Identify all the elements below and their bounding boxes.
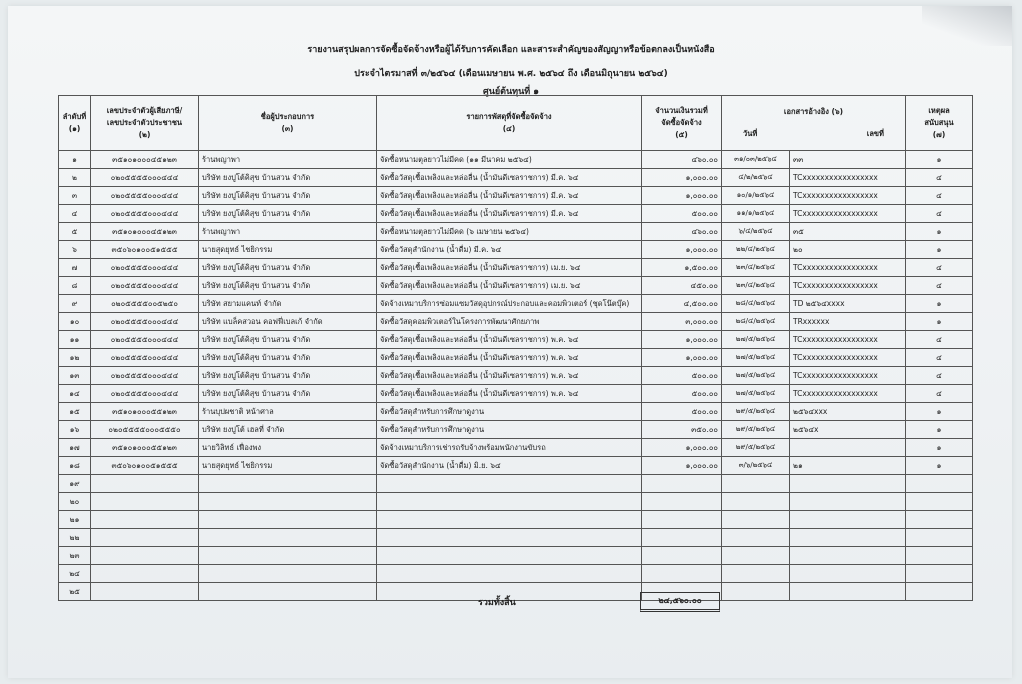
row-seq: ๒๒ xyxy=(59,529,91,547)
row-reason: ๑ xyxy=(906,295,973,313)
row-seq: ๑๓ xyxy=(59,367,91,385)
row-date xyxy=(722,547,790,565)
row-date: ๒๘/๔/๒๕๖๔ xyxy=(722,313,790,331)
row-vendor: บริษัท ยงปูโต้คิสุข บ้านสวน จำกัด xyxy=(199,169,377,187)
row-vendor xyxy=(199,565,377,583)
row-date xyxy=(722,475,790,493)
row-vendor: บริษัท ยงปูโต้ เฮลที่ จำกัด xyxy=(199,421,377,439)
row-item: จัดจ้างเหมาบริการเช่ารถรับจ้างพร้อมพนักงานขับรถ xyxy=(377,439,642,457)
row-ref-no: TCxxxxxxxxxxxxxxxxx xyxy=(790,367,906,385)
row-seq: ๓ xyxy=(59,187,91,205)
row-item: จัดซื้อหนามตุลยาวไม่มีคด (๑๑ มีนาคม ๒๕๖๔) xyxy=(377,151,642,169)
row-seq: ๒๐ xyxy=(59,493,91,511)
row-vendor xyxy=(199,475,377,493)
header-vendor: ชื่อผู้ประกอบการ (๓) xyxy=(199,96,377,151)
row-seq: ๒๓ xyxy=(59,547,91,565)
row-taxid xyxy=(91,547,199,565)
row-taxid: ๐๒๐๕๕๕๕๐๐๐๔๔๔ xyxy=(91,169,199,187)
row-ref-no: TRxxxxxx xyxy=(790,313,906,331)
row-ref-no xyxy=(790,529,906,547)
row-ref-no: TCxxxxxxxxxxxxxxxxx xyxy=(790,331,906,349)
row-amount: ๑,๐๐๐.๐๐ xyxy=(642,187,722,205)
row-seq: ๑๔ xyxy=(59,385,91,403)
row-taxid xyxy=(91,511,199,529)
row-seq: ๑๐ xyxy=(59,313,91,331)
row-taxid xyxy=(91,565,199,583)
row-seq: ๖ xyxy=(59,241,91,259)
row-taxid: ๐๒๐๕๕๕๕๐๐๐๔๔๔ xyxy=(91,331,199,349)
row-reason: ๑ xyxy=(906,403,973,421)
row-item: จัดซื้อวัสดุสำหรับการศึกษาดูงาน xyxy=(377,421,642,439)
row-ref-no: ๓๓ xyxy=(790,151,906,169)
row-ref-no: ๒๑ xyxy=(790,457,906,475)
row-seq: ๒๕ xyxy=(59,583,91,601)
table-row xyxy=(59,457,973,475)
row-item: จัดซื้อวัสดุสำหรับการศึกษาดูงาน xyxy=(377,403,642,421)
row-item: จัดซื้อวัสดุสำนักงาน (น้ำดื่ม) มิ.ย. ๖๔ xyxy=(377,457,642,475)
row-seq: ๒๔ xyxy=(59,565,91,583)
row-date: ๒๒/๔/๒๕๖๔ xyxy=(722,241,790,259)
row-amount: ๕๐๐.๐๐ xyxy=(642,367,722,385)
row-date xyxy=(722,493,790,511)
row-ref-no xyxy=(790,493,906,511)
row-reason: ๑ xyxy=(906,313,973,331)
table-row xyxy=(59,403,973,421)
row-date: ๒๙/๕/๒๕๖๔ xyxy=(722,439,790,457)
row-taxid xyxy=(91,529,199,547)
row-reason: ๑ xyxy=(906,439,973,457)
report-title: รายงานสรุปผลการจัดซื้อจัดจ้างหรือผู้ได้รับการคัดเลือก และสาระสำคัญของสัญญาหรือข้อตกลงเป็นหนังสือ xyxy=(307,45,715,55)
row-item: จัดซื้อวัสดุเชื้อเพลิงและหล่อลื่น (น้ำมันดีเซลราชการ) พ.ค. ๖๔ xyxy=(377,331,642,349)
row-taxid: ๓๕๑๐๑๐๐๐๕๕๑๒๓ xyxy=(91,403,199,421)
row-amount: ๑,๐๐๐.๐๐ xyxy=(642,439,722,457)
row-vendor: บริษัท ยงปูโต้คิสุข บ้านสวน จำกัด xyxy=(199,385,377,403)
row-vendor: ร้านพญาพา xyxy=(199,151,377,169)
row-ref-no: TCxxxxxxxxxxxxxxxxx xyxy=(790,385,906,403)
row-reason xyxy=(906,565,973,583)
row-vendor xyxy=(199,529,377,547)
header-amount: จำนวนเงินรวมที่ จัดซื้อจัดจ้าง (๕) xyxy=(642,96,722,151)
table-row xyxy=(59,205,973,223)
row-date xyxy=(722,565,790,583)
row-taxid xyxy=(91,475,199,493)
row-seq: ๒ xyxy=(59,169,91,187)
report-period: ประจำไตรมาสที่ ๓/๒๕๖๔ (เดือนเมษายน พ.ศ. ๒๕๖๔ ถึง เดือนมิถุนายน ๒๕๖๔) xyxy=(354,69,668,79)
row-taxid: ๐๒๐๕๕๕๕๐๐๐๔๔๔ xyxy=(91,385,199,403)
row-item xyxy=(377,493,642,511)
row-item: จัดซื้อวัสดุเชื้อเพลิงและหล่อลื่น (น้ำมันดีเซลราชการ) เม.ย. ๖๔ xyxy=(377,277,642,295)
row-reason: ๔ xyxy=(906,259,973,277)
row-amount: ๔,๕๐๐.๐๐ xyxy=(642,295,722,313)
row-seq: ๑๙ xyxy=(59,475,91,493)
row-reason: ๑ xyxy=(906,151,973,169)
row-date: ๑๐/๑/๒๕๖๔ xyxy=(722,187,790,205)
row-item: จัดซื้อวัสดุเชื้อเพลิงและหล่อลื่น (น้ำมันดีเซลราชการ) พ.ค. ๖๔ xyxy=(377,367,642,385)
row-item: จัดซื้อวัสดุเชื้อเพลิงและหล่อลื่น (น้ำมันดีเซลราชการ) เม.ย. ๖๔ xyxy=(377,259,642,277)
row-seq: ๗ xyxy=(59,259,91,277)
row-seq: ๑๕ xyxy=(59,403,91,421)
row-amount: ๑,๐๐๐.๐๐ xyxy=(642,241,722,259)
header-reference xyxy=(722,96,906,151)
row-reason xyxy=(906,547,973,565)
row-reason: ๔ xyxy=(906,331,973,349)
row-vendor xyxy=(199,493,377,511)
row-reason: ๔ xyxy=(906,169,973,187)
table-row xyxy=(59,223,973,241)
row-vendor: บริษัท ยงปูโต้คิสุข บ้านสวน จำกัด xyxy=(199,349,377,367)
row-taxid: ๐๒๐๕๕๕๕๐๐๐๕๕๕๐ xyxy=(91,421,199,439)
row-taxid: ๓๕๑๐๑๐๐๐๕๕๑๒๓ xyxy=(91,439,199,457)
total-value: ๒๔,๕๖๐.๐๐ xyxy=(640,592,720,612)
row-amount: ๕๐๐.๐๐ xyxy=(642,205,722,223)
row-ref-no: ๒๐ xyxy=(790,241,906,259)
row-amount: ๑,๐๐๐.๐๐ xyxy=(642,331,722,349)
row-item: จัดจ้างเหมาบริการซ่อมแซมวัสดุอุปกรณ์ประกอบและคอมพิวเตอร์ (ชุดโน๊ตบุ๊ค) xyxy=(377,295,642,313)
row-taxid: ๐๒๐๕๕๕๕๐๐๐๔๔๔ xyxy=(91,205,199,223)
row-seq: ๑๒ xyxy=(59,349,91,367)
row-ref-no: TCxxxxxxxxxxxxxxxxx xyxy=(790,277,906,295)
row-vendor: บริษัท ยงปูโต้คิสุข บ้านสวน จำกัด xyxy=(199,331,377,349)
cost-center: ศูนย์ต้นทุนที่ ๑ xyxy=(483,87,539,97)
row-amount xyxy=(642,529,722,547)
row-ref-no xyxy=(790,565,906,583)
row-date: ๒๙/๕/๒๕๖๔ xyxy=(722,403,790,421)
row-seq: ๑๗ xyxy=(59,439,91,457)
row-date: ๑๑/๑/๒๕๖๔ xyxy=(722,205,790,223)
header-taxid: เลขประจำตัวผู้เสียภาษี/ เลขประจำตัวประชาชน (๒) xyxy=(91,96,199,151)
row-reason xyxy=(906,583,973,601)
row-item xyxy=(377,511,642,529)
row-reason xyxy=(906,511,973,529)
row-seq: ๘ xyxy=(59,277,91,295)
row-amount: ๑,๐๐๐.๐๐ xyxy=(642,349,722,367)
row-vendor: บริษัท ยงปูโต้คิสุข บ้านสวน จำกัด xyxy=(199,277,377,295)
header-reason: เหตุผล สนับสนุน (๗) xyxy=(906,96,973,151)
row-item: จัดซื้อวัสดุเชื้อเพลิงและหล่อลื่น (น้ำมันดีเซลราชการ) พ.ค. ๖๔ xyxy=(377,385,642,403)
row-taxid: ๓๕๑๐๑๐๐๐๔๕๑๒๓ xyxy=(91,223,199,241)
row-reason: ๑ xyxy=(906,223,973,241)
row-taxid: ๓๕๑๐๑๐๐๐๔๕๑๒๓ xyxy=(91,151,199,169)
row-taxid: ๓๕๐๖๐๑๐๐๕๑๕๕๕ xyxy=(91,241,199,259)
table-row xyxy=(59,385,973,403)
row-date: ๒๗/๕/๒๕๖๔ xyxy=(722,349,790,367)
row-ref-no: TCxxxxxxxxxxxxxxxxx xyxy=(790,169,906,187)
table-row xyxy=(59,349,973,367)
header-seq: ลำดับที่ (๑) xyxy=(59,96,91,151)
table-row xyxy=(59,493,973,511)
row-ref-no: ๒๕๖๔x xyxy=(790,421,906,439)
row-amount: ๓,๐๐๐.๐๐ xyxy=(642,313,722,331)
table-row xyxy=(59,259,973,277)
row-ref-no: ๒๕๖๔xxx xyxy=(790,403,906,421)
row-reason xyxy=(906,493,973,511)
row-ref-no: TD ๒๕๖๔xxxx xyxy=(790,295,906,313)
row-amount: ๔๖๐.๐๐ xyxy=(642,151,722,169)
row-vendor: บริษัท สยามแคนท์ จำกัด xyxy=(199,295,377,313)
row-date: ๒๙/๕/๒๕๖๔ xyxy=(722,421,790,439)
table-row xyxy=(59,547,973,565)
row-seq: ๕ xyxy=(59,223,91,241)
row-reason: ๑ xyxy=(906,421,973,439)
row-item: จัดซื้อวัสดุเชื้อเพลิงและหล่อลื่น (น้ำมันดีเซลราชการ) มี.ค. ๖๔ xyxy=(377,205,642,223)
row-amount: ๓๕๐.๐๐ xyxy=(642,421,722,439)
table-row xyxy=(59,169,973,187)
row-vendor: ร้านบุปผชาติ หน้าศาล xyxy=(199,403,377,421)
table-header-row xyxy=(59,96,973,151)
table-row xyxy=(59,331,973,349)
row-taxid: ๐๒๐๕๕๕๕๐๐๐๔๔๔ xyxy=(91,187,199,205)
row-taxid xyxy=(91,583,199,601)
row-vendor xyxy=(199,547,377,565)
row-date xyxy=(722,511,790,529)
table-row xyxy=(59,421,973,439)
row-seq: ๑๖ xyxy=(59,421,91,439)
row-ref-no: TCxxxxxxxxxxxxxxxxx xyxy=(790,349,906,367)
row-vendor: นายสุดยุทธ์ ไชยิกรรม xyxy=(199,241,377,259)
table-row xyxy=(59,241,973,259)
row-vendor: ร้านพญาพา xyxy=(199,223,377,241)
row-ref-no xyxy=(790,439,906,457)
table-row xyxy=(59,565,973,583)
procurement-table xyxy=(58,95,973,601)
row-item: จัดซื้อวัสดุสำนักงาน (น้ำดื่ม) มี.ค. ๖๔ xyxy=(377,241,642,259)
row-amount: ๕๐๐.๐๐ xyxy=(642,403,722,421)
header-item: รายการพัสดุที่จัดซื้อจัดจ้าง (๔) xyxy=(377,96,642,151)
row-item xyxy=(377,547,642,565)
row-reason: ๔ xyxy=(906,205,973,223)
row-ref-no xyxy=(790,547,906,565)
row-taxid: ๐๒๐๕๕๕๕๐๐๐๔๔๔ xyxy=(91,313,199,331)
row-amount: ๑,๐๐๐.๐๐ xyxy=(642,169,722,187)
row-seq: ๑๘ xyxy=(59,457,91,475)
row-taxid: ๐๒๐๕๕๕๕๐๐๐๔๔๔ xyxy=(91,367,199,385)
header-ref-date: วันที่ xyxy=(743,129,758,138)
row-vendor xyxy=(199,583,377,601)
row-vendor xyxy=(199,511,377,529)
table-row xyxy=(59,313,973,331)
row-vendor: บริษัท ยงปูโต้คิสุข บ้านสวน จำกัด xyxy=(199,367,377,385)
row-reason: ๔ xyxy=(906,187,973,205)
row-date: ๒๗/๕/๒๕๖๔ xyxy=(722,385,790,403)
row-item: จัดซื้อวัสดุเชื้อเพลิงและหล่อลื่น (น้ำมันดีเซลราชการ) พ.ค. ๖๔ xyxy=(377,349,642,367)
row-amount xyxy=(642,475,722,493)
row-amount: ๔๖๐.๐๐ xyxy=(642,223,722,241)
table-row xyxy=(59,277,973,295)
table-row xyxy=(59,511,973,529)
row-taxid: ๐๒๐๕๕๕๕๐๐๐๔๔๔ xyxy=(91,259,199,277)
row-vendor: บริษัท ยงปูโต้คิสุข บ้านสวน จำกัด xyxy=(199,187,377,205)
row-seq: ๒๑ xyxy=(59,511,91,529)
row-amount: ๑,๕๐๐.๐๐ xyxy=(642,259,722,277)
row-amount: ๔๕๐.๐๐ xyxy=(642,277,722,295)
row-amount xyxy=(642,565,722,583)
table-row xyxy=(59,529,973,547)
row-date: ๒๓/๔/๒๕๖๔ xyxy=(722,259,790,277)
row-date: ๔/๒/๒๕๖๔ xyxy=(722,169,790,187)
table-row xyxy=(59,151,973,169)
row-ref-no: TCxxxxxxxxxxxxxxxxx xyxy=(790,205,906,223)
row-taxid: ๐๒๐๕๕๕๕๐๐๐๔๔๔ xyxy=(91,277,199,295)
row-item xyxy=(377,475,642,493)
row-vendor: นายวิลิทธ์ เฟื่องพง xyxy=(199,439,377,457)
row-vendor: บริษัท ยงปูโต้คิสุข บ้านสวน จำกัด xyxy=(199,205,377,223)
row-date: ๒๓/๔/๒๕๖๔ xyxy=(722,277,790,295)
row-reason: ๔ xyxy=(906,277,973,295)
row-item: จัดซื้อวัสดุเชื้อเพลิงและหล่อลื่น (น้ำมันดีเซลราชการ) มี.ค. ๖๔ xyxy=(377,187,642,205)
row-amount xyxy=(642,511,722,529)
row-amount: ๑,๐๐๐.๐๐ xyxy=(642,457,722,475)
row-item: จัดซื้อวัสดุคอมพิวเตอร์ในโครงการพัฒนาศักยภาพ xyxy=(377,313,642,331)
row-seq: ๑๑ xyxy=(59,331,91,349)
row-reason: ๔ xyxy=(906,367,973,385)
row-amount xyxy=(642,547,722,565)
row-ref-no xyxy=(790,511,906,529)
row-item xyxy=(377,565,642,583)
row-date: ๒๗/๕/๒๕๖๔ xyxy=(722,331,790,349)
row-taxid: ๓๕๐๖๐๑๐๐๕๑๕๕๕ xyxy=(91,457,199,475)
row-seq: ๙ xyxy=(59,295,91,313)
table-row xyxy=(59,439,973,457)
row-seq: ๔ xyxy=(59,205,91,223)
header-ref-no: เลขที่ xyxy=(866,129,884,138)
row-date: ๖/๔/๒๕๖๔ xyxy=(722,223,790,241)
row-date: ๓๑/๐๓/๒๕๖๔ xyxy=(722,151,790,169)
row-item xyxy=(377,529,642,547)
total-label: รวมทั้งสิ้น xyxy=(478,598,516,608)
table-row xyxy=(59,367,973,385)
row-taxid xyxy=(91,493,199,511)
row-reason: ๑ xyxy=(906,457,973,475)
row-reason: ๔ xyxy=(906,385,973,403)
row-reason: ๔ xyxy=(906,349,973,367)
row-reason xyxy=(906,475,973,493)
table-row xyxy=(59,475,973,493)
row-item: จัดซื้อหนามตุลยาวไม่มีคด (๖ เมษายน ๒๕๖๔) xyxy=(377,223,642,241)
row-amount xyxy=(642,493,722,511)
row-ref-no xyxy=(790,583,906,601)
table-row xyxy=(59,295,973,313)
row-item: จัดซื้อวัสดุเชื้อเพลิงและหล่อลื่น (น้ำมันดีเซลราชการ) มี.ค. ๖๔ xyxy=(377,169,642,187)
row-date: ๒๗/๕/๒๕๖๔ xyxy=(722,367,790,385)
row-ref-no xyxy=(790,475,906,493)
row-seq: ๑ xyxy=(59,151,91,169)
row-reason: ๑ xyxy=(906,241,973,259)
row-amount: ๕๐๐.๐๐ xyxy=(642,385,722,403)
table-row xyxy=(59,187,973,205)
row-vendor: นายสุดยุทธ์ ไชยิกรรม xyxy=(199,457,377,475)
row-taxid: ๐๒๐๕๕๕๕๐๐๐๔๔๔ xyxy=(91,349,199,367)
row-date: ๓/๖/๒๕๖๔ xyxy=(722,457,790,475)
row-ref-no: TCxxxxxxxxxxxxxxxxx xyxy=(790,259,906,277)
row-taxid: ๐๒๐๕๕๕๕๐๐๕๒๕๐ xyxy=(91,295,199,313)
row-date xyxy=(722,583,790,601)
page-corner-shadow xyxy=(922,6,1012,46)
row-date: ๒๘/๔/๒๕๖๔ xyxy=(722,295,790,313)
row-ref-no: TCxxxxxxxxxxxxxxxxx xyxy=(790,187,906,205)
row-date xyxy=(722,529,790,547)
row-ref-no: ๓๕ xyxy=(790,223,906,241)
row-reason xyxy=(906,529,973,547)
header-reference-title: เอกสารอ้างอิง (๖) xyxy=(783,107,844,116)
row-vendor: บริษัท ยงปูโต้คิสุข บ้านสวน จำกัด xyxy=(199,259,377,277)
row-vendor: บริษัท แบล็คสวอน คอฟฟี่เบลเก้ จำกัด xyxy=(199,313,377,331)
